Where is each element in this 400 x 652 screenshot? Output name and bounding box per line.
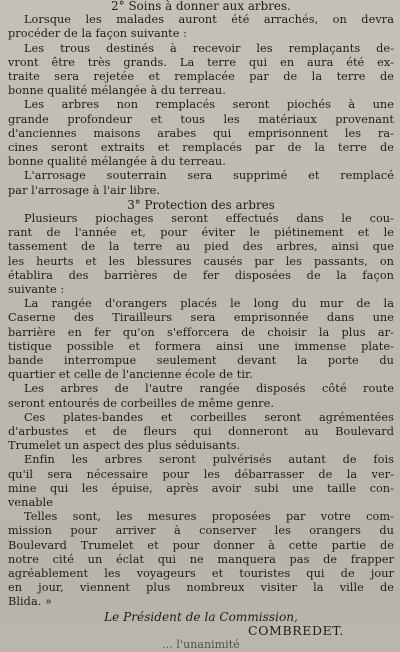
text-line: Trumelet un aspect des plus séduisants.	[8, 439, 241, 453]
text-line: grande profondeur et tous les matériaux provenant	[8, 112, 394, 126]
text-line: mine qui les épuise, après avoir subi une taille con-	[8, 481, 394, 495]
text-line: vront être très grands. La terre qui en aura été ex-	[8, 55, 394, 69]
signature-name: COMBREDET.	[248, 623, 344, 638]
text-line: notre cité un éclat qui ne manquera pas de frapper	[8, 552, 394, 566]
text-line: bonne qualité mélangée à du terreau.	[8, 155, 226, 169]
text-line: cines seront extraits et remplacés par de la terre de	[8, 141, 394, 154]
text-line: rant de l'année et, pour éviter le piétinement et le	[8, 226, 394, 240]
text-line: Telles sont, les mesures proposées par votre com-	[24, 510, 394, 524]
footer-fragment: ... l'unanimité	[162, 638, 240, 651]
text-line: tassement de la terre au pied des arbres, ainsi que	[8, 240, 394, 254]
text-line: bande interrompue seulement devant la porte du	[8, 354, 394, 367]
text-line: Caserne des Tirailleurs sera emprisonnée dans une	[8, 311, 394, 325]
text-line: Les arbres non remplacés seront piochés à une	[24, 98, 394, 112]
text-line: agréablement les voyageurs et touristes qui de jour	[8, 567, 394, 580]
text-line: suivante :	[8, 283, 65, 296]
text-line: Boulevard Trumelet et pour donner à cette partie de	[8, 538, 394, 552]
text-line: La rangée d'orangers placés le long du mur de la	[24, 297, 394, 311]
text-line: Les arbres de l'autre rangée disposés côté route	[24, 382, 394, 396]
text-line: bonne qualité mélangée à du terreau.	[8, 84, 226, 98]
text-line: L'arrosage souterrain sera supprimé et remplacé	[24, 169, 394, 183]
text-line: barrière en fer qu'on s'efforcera de choisir la plus ar-	[8, 325, 394, 339]
section-3-heading: 3° Protection des arbres	[127, 197, 275, 212]
section-2-heading: 2° Soins à donner aux arbres.	[111, 0, 291, 13]
text-line: seront entourés de corbeilles de même genre.	[8, 396, 274, 410]
text-line: quartier et celle de l'ancienne école de tir.	[8, 368, 253, 382]
text-line: les heurts et les blessures causés par les passants, on	[8, 254, 394, 268]
text-line: procéder de la façon suivante :	[8, 27, 187, 41]
text-line: traite sera rejetée et remplacée par de la terre de	[8, 70, 394, 83]
text-line: d'anciennes maisons arabes qui emprisonnent les ra-	[8, 126, 394, 140]
text-line: mission pour arriver à conserver les orangers du	[8, 524, 394, 538]
text-line: tistique possible et formera ainsi une immense plate-	[8, 339, 394, 353]
text-line: Les trous destinés à recevoir les remplaçants de-	[24, 41, 394, 55]
text-line: établira des barrières de fer disposées de la façon	[8, 268, 394, 282]
signature-role: Le Président de la Commission,	[104, 609, 298, 624]
text-line: par l'arrosage à l'air libre.	[8, 183, 161, 197]
text-line: Ces plates-bandes et corbeilles seront agrémentées	[24, 410, 394, 424]
text-line: venable	[8, 496, 53, 509]
text-line: Blida. »	[8, 595, 52, 609]
text-line: qu'il sera nécessaire pour les débarrasser de la ver-	[8, 467, 394, 481]
text-line: en jour, viennent plus nombreux visiter la ville de	[8, 581, 394, 595]
text-line: Lorsque les malades auront été arrachés, on devra	[24, 13, 394, 27]
text-line: Enfin les arbres seront pulvérisés autant de fois	[24, 453, 394, 467]
text-line: d'arbustes et de fleurs qui donneront au Boulevard	[8, 425, 394, 438]
text-line: Plusieurs piochages seront effectués dans le cou-	[24, 212, 394, 225]
